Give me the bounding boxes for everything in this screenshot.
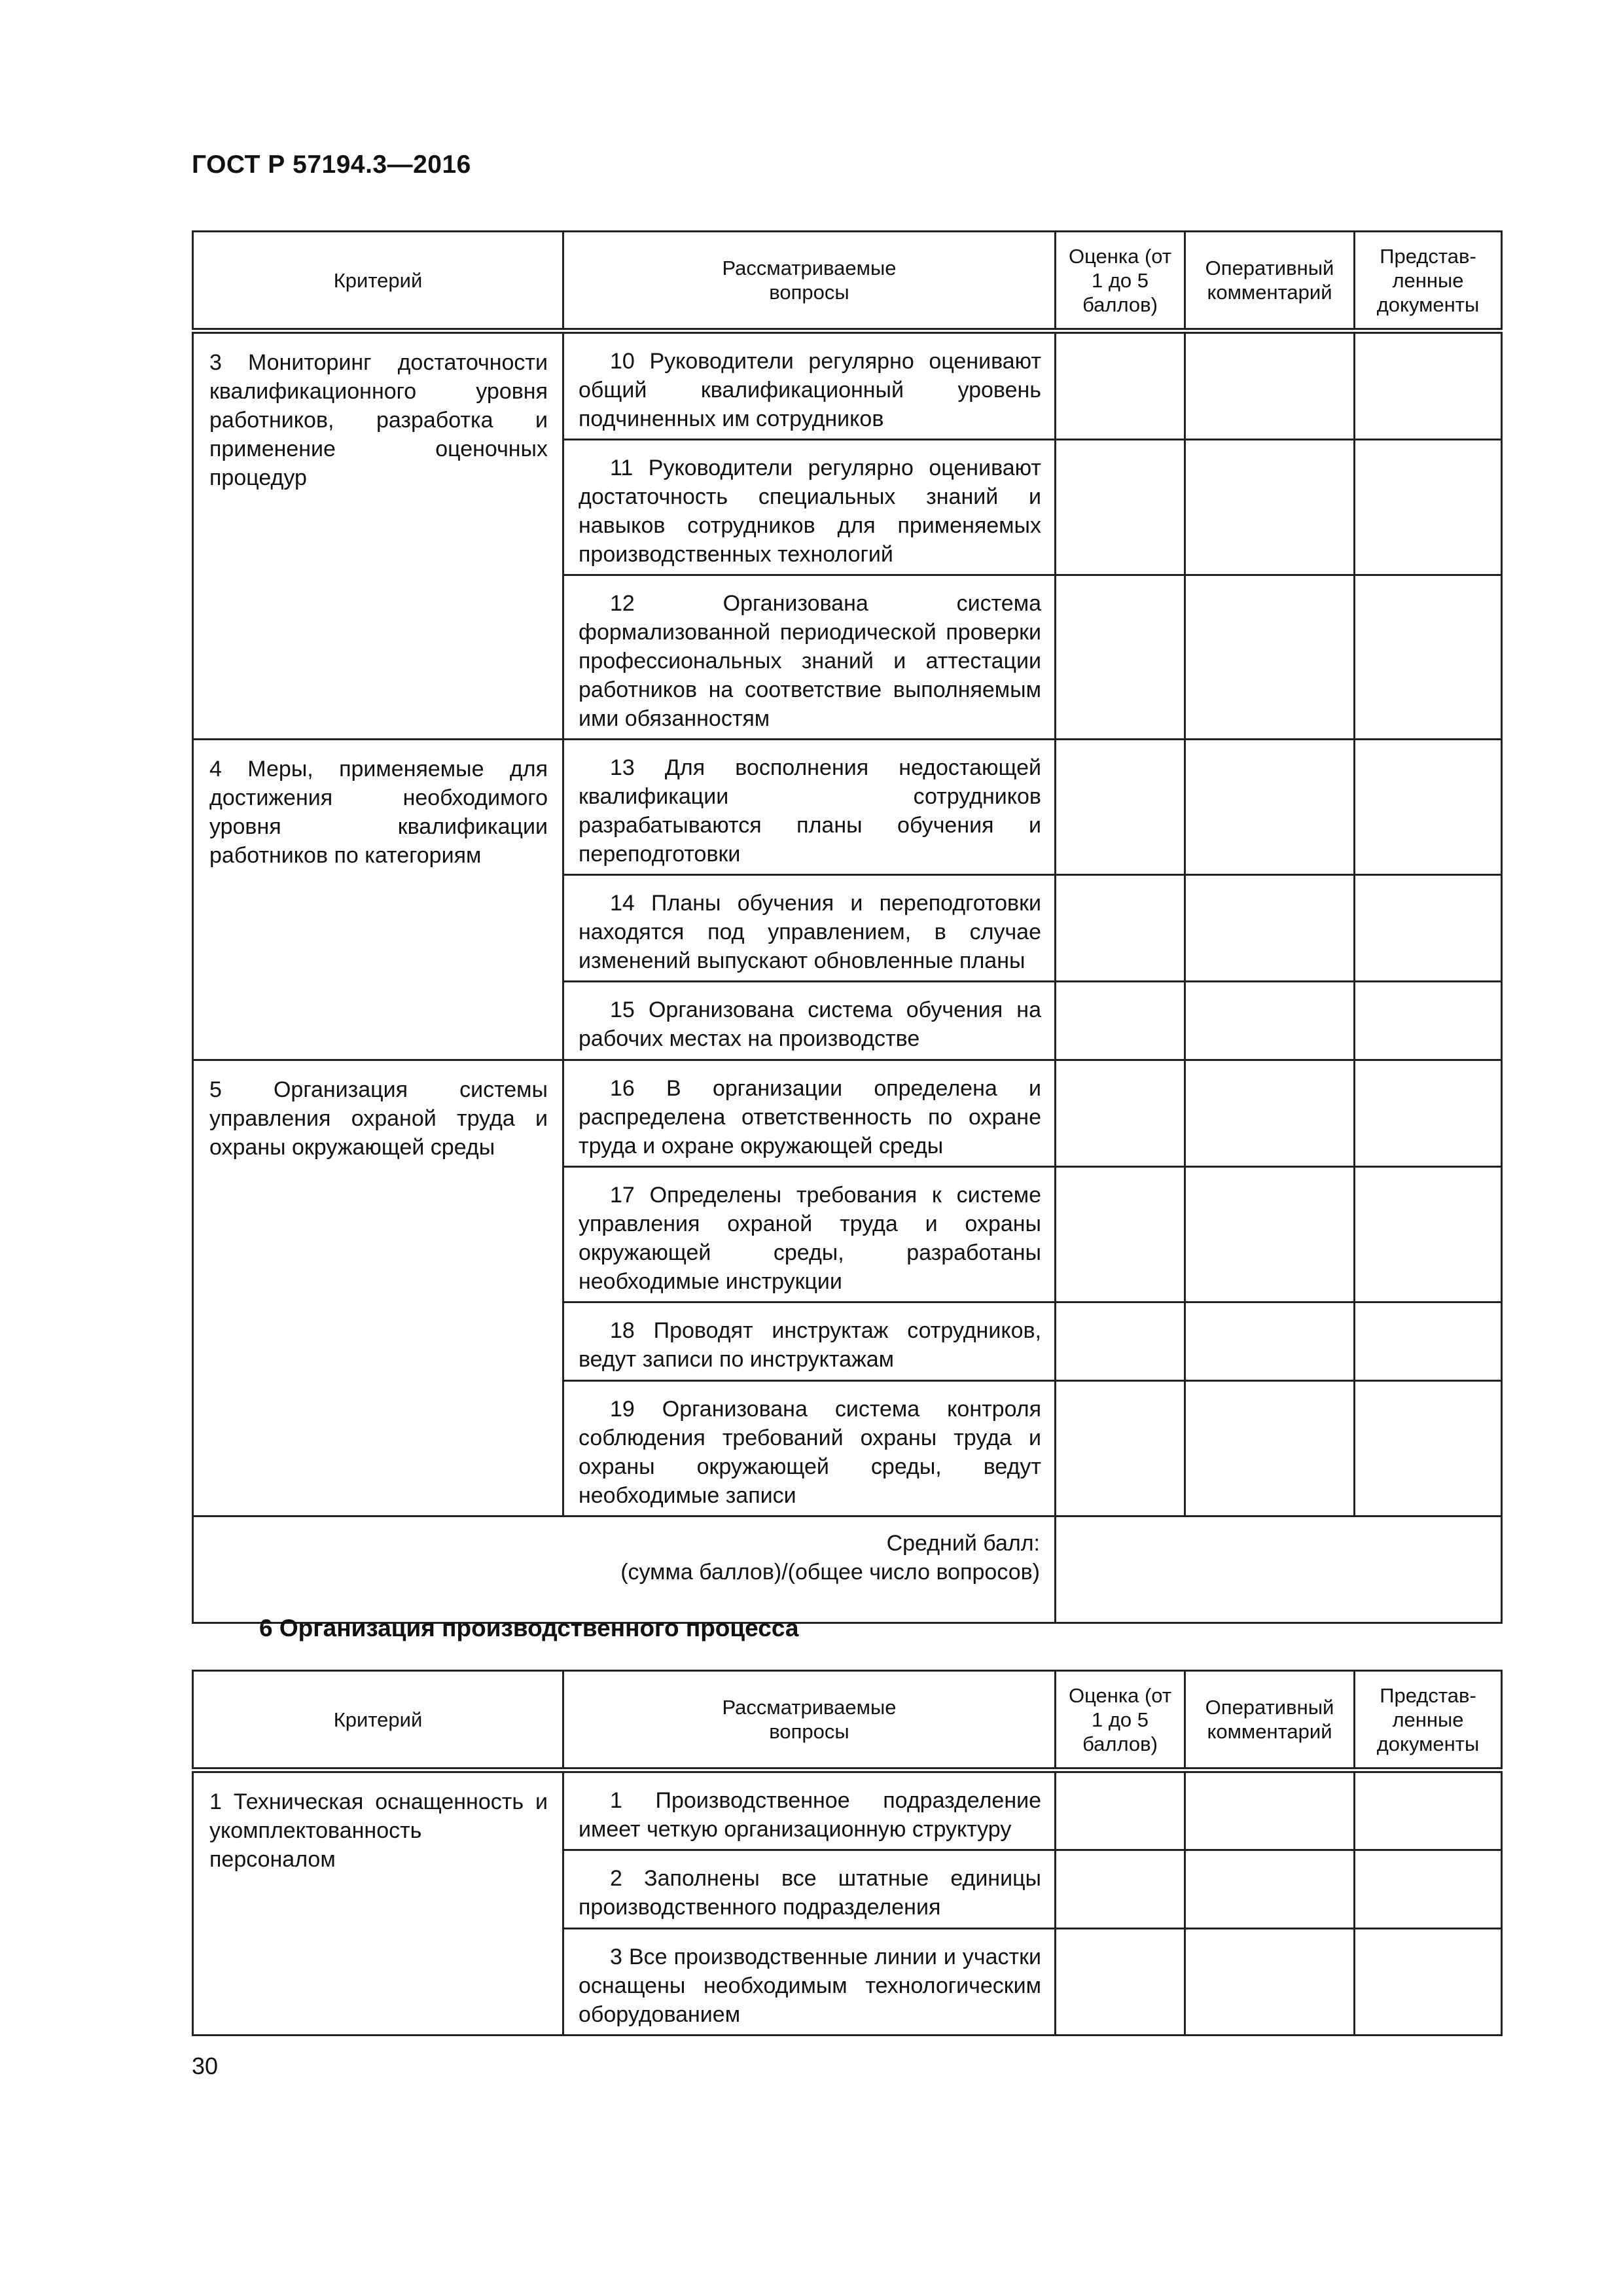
question-cell: 13 Для восполнения недостающей квалификации сотрудников разрабатываются планы обучения и переподготовки [563, 740, 1056, 875]
criterion-cell: 5 Организация системы управления охраной труда и охраны окружающей среды [193, 1060, 563, 1516]
question-cell: 17 Определены требования к системе управления охраной труда и охраны окружающей среды, разработаны необходимые инструкции [563, 1167, 1056, 1302]
col-header-documents: Представ-ленные документы [1355, 1671, 1502, 1770]
comment-cell[interactable] [1185, 1381, 1355, 1516]
score-cell[interactable] [1056, 331, 1185, 440]
comment-cell[interactable] [1185, 1060, 1355, 1167]
table-row [193, 1060, 1502, 1167]
criterion-cell: 4 Меры, применяемые для достижения необходимого уровня квалификации работников по категориям [193, 740, 563, 1060]
score-cell[interactable] [1056, 1929, 1185, 2036]
comment-cell[interactable] [1185, 331, 1355, 440]
col-header-comment: Оперативный комментарий [1185, 1671, 1355, 1770]
question-cell: 2 Заполнены все штатные единицы производственного подразделения [563, 1850, 1056, 1929]
average-label-line2: (сумма баллов)/(общее число вопросов) [620, 1560, 1040, 1585]
assessment-table-1 [192, 230, 1503, 1624]
score-cell[interactable] [1056, 740, 1185, 875]
score-cell[interactable] [1056, 982, 1185, 1060]
question-cell: 1 Производственное подразделение имеет четкую организационную структуру [563, 1770, 1056, 1850]
documents-cell[interactable] [1355, 982, 1502, 1060]
comment-cell[interactable] [1185, 1929, 1355, 2036]
comment-cell[interactable] [1185, 740, 1355, 875]
score-cell[interactable] [1056, 1302, 1185, 1381]
score-cell[interactable] [1056, 1060, 1185, 1167]
criterion-cell: 1 Техническая оснащенность и укомплектованность персоналом [193, 1770, 563, 2036]
documents-cell[interactable] [1355, 331, 1502, 440]
score-cell[interactable] [1056, 1381, 1185, 1516]
question-cell: 3 Все производственные линии и участки оснащены необходимым технологическим оборудованием [563, 1929, 1056, 2036]
col-header-score: Оценка (от 1 до 5 баллов) [1056, 232, 1185, 331]
score-cell[interactable] [1056, 1167, 1185, 1302]
average-score-value[interactable] [1056, 1516, 1502, 1623]
documents-cell[interactable] [1355, 1850, 1502, 1929]
page-number: 30 [192, 2053, 219, 2079]
table-row [193, 1770, 1502, 1850]
score-cell[interactable] [1056, 575, 1185, 740]
question-cell: 12 Организована система формализованной периодической проверки профессиональных знаний и аттестации работников на соответствие выполняемым ими обязанностям [563, 575, 1056, 740]
question-cell: 18 Проводят инструктаж сотрудников, ведут записи по инструктажам [563, 1302, 1056, 1381]
comment-cell[interactable] [1185, 575, 1355, 740]
question-cell: 19 Организована система контроля соблюдения требований охраны труда и охраны окружающей среды, ведут необходимые записи [563, 1381, 1056, 1516]
average-label-line1: Средний балл: [886, 1531, 1040, 1556]
section-title: 6 Организация производственного процесса [259, 1615, 799, 1641]
col-header-questions: Рассматриваемые вопросы [563, 1671, 1056, 1770]
score-cell[interactable] [1056, 1850, 1185, 1929]
average-score-label [193, 1516, 1056, 1623]
comment-cell[interactable] [1185, 440, 1355, 575]
document-code: ГОСТ Р 57194.3—2016 [192, 151, 471, 179]
documents-cell[interactable] [1355, 875, 1502, 982]
col-header-score: Оценка (от 1 до 5 баллов) [1056, 1671, 1185, 1770]
col-header-criterion: Критерий [193, 232, 563, 331]
score-cell[interactable] [1056, 440, 1185, 575]
table-row [193, 740, 1502, 875]
col-header-comment: Оперативный комментарий [1185, 232, 1355, 331]
table-row [193, 331, 1502, 440]
table-header-row [193, 232, 1502, 331]
average-score-row [193, 1516, 1502, 1623]
comment-cell[interactable] [1185, 1850, 1355, 1929]
documents-cell[interactable] [1355, 1770, 1502, 1850]
question-cell: 16 В организации определена и распределена ответственность по охране труда и охране окружающей среды [563, 1060, 1056, 1167]
table-header-row [193, 1671, 1502, 1770]
documents-cell[interactable] [1355, 1381, 1502, 1516]
comment-cell[interactable] [1185, 875, 1355, 982]
documents-cell[interactable] [1355, 1167, 1502, 1302]
comment-cell[interactable] [1185, 1770, 1355, 1850]
documents-cell[interactable] [1355, 1060, 1502, 1167]
criterion-cell: 3 Мониторинг достаточности квалификационного уровня работников, разработка и применение оценочных процедур [193, 331, 563, 740]
score-cell[interactable] [1056, 875, 1185, 982]
question-cell: 10 Руководители регулярно оценивают общий квалификационный уровень подчиненных им сотрудников [563, 331, 1056, 440]
documents-cell[interactable] [1355, 740, 1502, 875]
documents-cell[interactable] [1355, 440, 1502, 575]
documents-cell[interactable] [1355, 1302, 1502, 1381]
comment-cell[interactable] [1185, 982, 1355, 1060]
comment-cell[interactable] [1185, 1302, 1355, 1381]
comment-cell[interactable] [1185, 1167, 1355, 1302]
question-cell: 14 Планы обучения и переподготовки находятся под управлением, в случае изменений выпускают обновленные планы [563, 875, 1056, 982]
col-header-documents: Представ-ленные документы [1355, 232, 1502, 331]
score-cell[interactable] [1056, 1770, 1185, 1850]
col-header-criterion: Критерий [193, 1671, 563, 1770]
col-header-questions: Рассматриваемые вопросы [563, 232, 1056, 331]
question-cell: 15 Организована система обучения на рабочих местах на производстве [563, 982, 1056, 1060]
assessment-table-2 [192, 1670, 1503, 2036]
question-cell: 11 Руководители регулярно оценивают достаточность специальных знаний и навыков сотрудников для применяемых производственных технологий [563, 440, 1056, 575]
documents-cell[interactable] [1355, 575, 1502, 740]
documents-cell[interactable] [1355, 1929, 1502, 2036]
